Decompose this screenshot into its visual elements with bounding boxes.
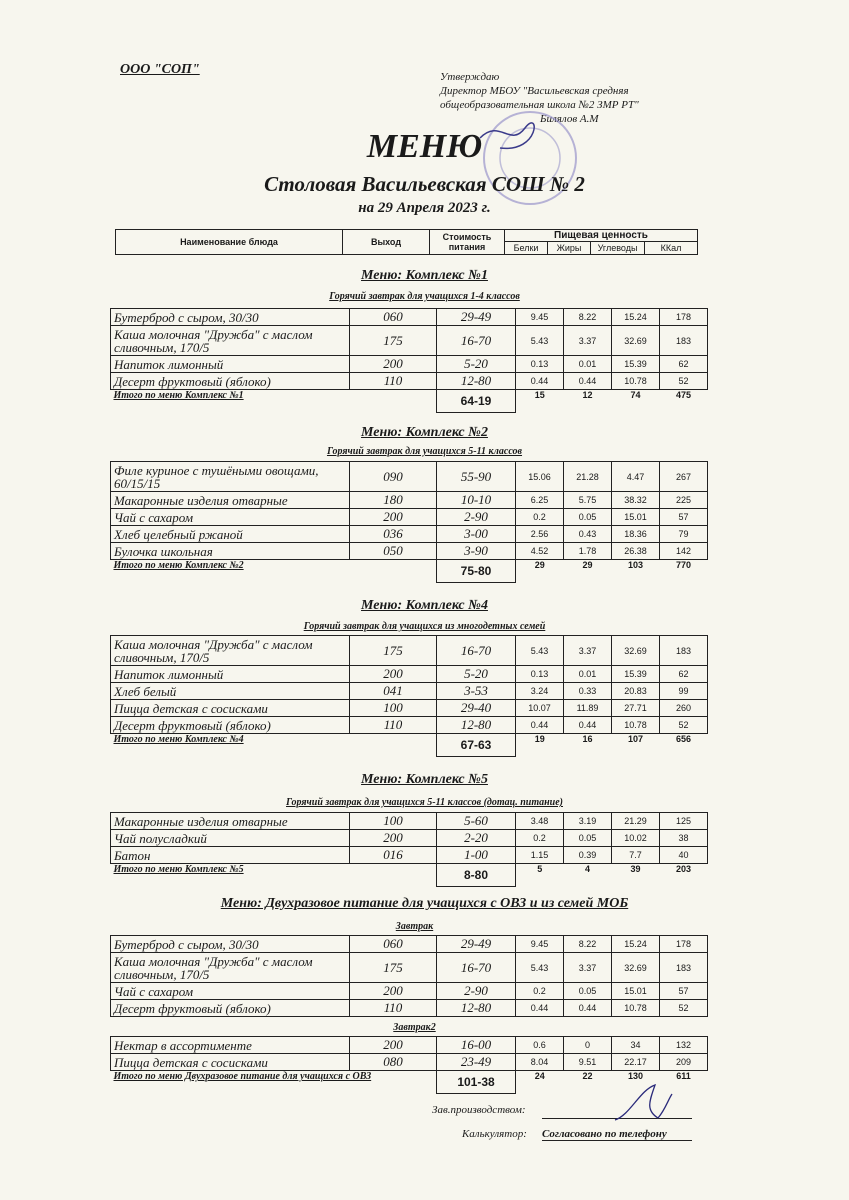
dish-kcal: 142 xyxy=(660,543,708,560)
dish-price: 29-49 xyxy=(437,936,516,953)
total-price: 67-63 xyxy=(437,734,516,757)
dish-kcal: 183 xyxy=(660,636,708,666)
dish-protein: 6.25 xyxy=(516,492,564,509)
dish-protein: 5.43 xyxy=(516,953,564,983)
dish-price: 2-90 xyxy=(437,983,516,1000)
dish-fat: 5.75 xyxy=(564,492,612,509)
dish-yield: 200 xyxy=(350,356,437,373)
total-label: Итого по меню Комплекс №5 xyxy=(113,864,244,875)
table-row xyxy=(111,953,708,983)
section-subtitle: Горячий завтрак для учащихся 5-11 классов xyxy=(326,446,523,457)
dish-yield: 100 xyxy=(350,813,437,830)
header-yield: Выход xyxy=(343,230,430,255)
dish-kcal: 57 xyxy=(660,983,708,1000)
dish-protein: 0.44 xyxy=(516,373,564,390)
dish-carbs: 15.01 xyxy=(612,509,660,526)
table-row xyxy=(111,373,708,390)
total-kcal: 203 xyxy=(675,864,692,874)
table-row xyxy=(111,830,708,847)
total-label: Итого по меню Комплекс №2 xyxy=(113,560,244,571)
dish-yield: 200 xyxy=(350,1037,437,1054)
dish-carbs: 32.69 xyxy=(612,953,660,983)
dish-yield: 060 xyxy=(350,309,437,326)
dish-kcal: 99 xyxy=(660,683,708,700)
section-title: Меню: Комплекс №5 xyxy=(361,772,488,787)
dish-name: Десерт фруктовый (яблоко) xyxy=(111,717,350,734)
dish-fat: 0.44 xyxy=(564,1000,612,1017)
dish-fat: 0.05 xyxy=(564,830,612,847)
dish-name: Макаронные изделия отварные xyxy=(111,813,350,830)
dish-fat: 0.05 xyxy=(564,509,612,526)
dish-price: 5-20 xyxy=(437,356,516,373)
table-row xyxy=(111,309,708,326)
canteen-name: Столовая Васильевская СОШ № 2 xyxy=(264,172,585,196)
dish-protein: 0.44 xyxy=(516,717,564,734)
table-row xyxy=(111,1000,708,1017)
table-row xyxy=(111,526,708,543)
dish-fat: 0.01 xyxy=(564,356,612,373)
table-row xyxy=(111,936,708,953)
dish-name: Десерт фруктовый (яблоко) xyxy=(111,1000,350,1017)
table-row xyxy=(111,492,708,509)
dish-yield: 200 xyxy=(350,983,437,1000)
dish-name: Нектар в ассортименте xyxy=(111,1037,350,1054)
dish-yield: 200 xyxy=(350,666,437,683)
total-price: 101-38 xyxy=(437,1071,516,1094)
menu-table-3 xyxy=(110,635,708,757)
total-protein: 19 xyxy=(534,734,545,744)
dish-carbs: 27.71 xyxy=(612,700,660,717)
dish-price: 29-40 xyxy=(437,700,516,717)
dish-protein: 0.13 xyxy=(516,666,564,683)
section-subtitle: Завтрак2 xyxy=(393,1022,436,1033)
dish-protein: 1.15 xyxy=(516,847,564,864)
dish-protein: 0.2 xyxy=(516,983,564,1000)
total-carbs: 130 xyxy=(627,1071,644,1081)
table-row xyxy=(111,462,708,492)
dish-yield: 100 xyxy=(350,700,437,717)
dish-fat: 0.05 xyxy=(564,983,612,1000)
table-row xyxy=(111,683,708,700)
total-fat: 4 xyxy=(584,864,590,874)
dish-carbs: 10.78 xyxy=(612,717,660,734)
dish-yield: 036 xyxy=(350,526,437,543)
dish-carbs: 10.02 xyxy=(612,830,660,847)
dish-kcal: 52 xyxy=(660,717,708,734)
dish-price: 16-00 xyxy=(437,1037,516,1054)
organization-name: ООО "СОП" xyxy=(120,62,200,77)
table-row xyxy=(111,326,708,356)
dish-carbs: 32.69 xyxy=(612,636,660,666)
dish-carbs: 10.78 xyxy=(612,1000,660,1017)
dish-name: Напиток лимонный xyxy=(111,356,350,373)
table-row xyxy=(111,1054,708,1071)
dish-protein: 8.04 xyxy=(516,1054,564,1071)
manager-label: Зав.производством: xyxy=(432,1104,526,1116)
section-subtitle: Горячий завтрак для учащихся 1-4 классов xyxy=(329,291,520,302)
dish-fat: 0.43 xyxy=(564,526,612,543)
dish-kcal: 267 xyxy=(660,462,708,492)
dish-price: 16-70 xyxy=(437,326,516,356)
dish-name: Чай полусладкий xyxy=(111,830,350,847)
dish-price: 3-00 xyxy=(437,526,516,543)
dish-fat: 11.89 xyxy=(564,700,612,717)
menu-table-4 xyxy=(110,812,708,887)
column-header xyxy=(115,229,698,255)
total-protein: 5 xyxy=(537,864,543,874)
dish-fat: 0.39 xyxy=(564,847,612,864)
dish-fat: 0 xyxy=(564,1037,612,1054)
dish-yield: 016 xyxy=(350,847,437,864)
dish-yield: 110 xyxy=(350,373,437,390)
approval-line-1: Утверждаю xyxy=(440,71,500,83)
dish-protein: 0.2 xyxy=(516,830,564,847)
table-row xyxy=(111,666,708,683)
section-title: Меню: Комплекс №1 xyxy=(361,268,488,283)
manager-signature xyxy=(610,1080,680,1130)
dish-yield: 180 xyxy=(350,492,437,509)
dish-price: 23-49 xyxy=(437,1054,516,1071)
header-protein: Белки xyxy=(505,242,548,255)
section-title: Меню: Комплекс №4 xyxy=(361,598,488,613)
dish-kcal: 183 xyxy=(660,953,708,983)
dish-carbs: 15.39 xyxy=(612,356,660,373)
dish-yield: 050 xyxy=(350,543,437,560)
dish-carbs: 7.7 xyxy=(612,847,660,864)
dish-protein: 3.24 xyxy=(516,683,564,700)
dish-yield: 175 xyxy=(350,636,437,666)
dish-price: 2-90 xyxy=(437,509,516,526)
dish-protein: 15.06 xyxy=(516,462,564,492)
dish-fat: 0.44 xyxy=(564,717,612,734)
dish-fat: 0.33 xyxy=(564,683,612,700)
dish-price: 2-20 xyxy=(437,830,516,847)
total-carbs: 39 xyxy=(630,864,641,874)
dish-fat: 0.01 xyxy=(564,666,612,683)
header-fat: Жиры xyxy=(548,242,591,255)
dish-fat: 3.37 xyxy=(564,636,612,666)
total-fat: 16 xyxy=(582,734,593,744)
dish-fat: 3.37 xyxy=(564,326,612,356)
dish-price: 5-20 xyxy=(437,666,516,683)
dish-name: Бутерброд с сыром, 30/30 xyxy=(111,309,350,326)
dish-carbs: 32.69 xyxy=(612,326,660,356)
dish-yield: 041 xyxy=(350,683,437,700)
calculator-value: Согласовано по телефону xyxy=(542,1128,692,1141)
dish-kcal: 40 xyxy=(660,847,708,864)
dish-carbs: 4.47 xyxy=(612,462,660,492)
dish-protein: 10.07 xyxy=(516,700,564,717)
dish-carbs: 15.24 xyxy=(612,936,660,953)
total-kcal: 770 xyxy=(675,560,692,570)
dish-kcal: 52 xyxy=(660,1000,708,1017)
dish-carbs: 15.39 xyxy=(612,666,660,683)
dish-protein: 2.56 xyxy=(516,526,564,543)
dish-carbs: 38.32 xyxy=(612,492,660,509)
table-row xyxy=(111,1037,708,1054)
dish-price: 55-90 xyxy=(437,462,516,492)
dish-carbs: 15.01 xyxy=(612,983,660,1000)
dish-carbs: 21.29 xyxy=(612,813,660,830)
dish-name: Каша молочная "Дружба" с маслом сливочным, 170/5 xyxy=(111,326,350,356)
dish-fat: 9.51 xyxy=(564,1054,612,1071)
dish-kcal: 38 xyxy=(660,830,708,847)
dish-fat: 3.19 xyxy=(564,813,612,830)
dish-name: Макаронные изделия отварные xyxy=(111,492,350,509)
dish-name: Пицца детская с сосисками xyxy=(111,700,350,717)
dish-fat: 8.22 xyxy=(564,309,612,326)
table-row xyxy=(111,983,708,1000)
total-price: 8-80 xyxy=(437,864,516,887)
total-carbs: 74 xyxy=(630,390,641,400)
dish-protein: 9.45 xyxy=(516,936,564,953)
dish-protein: 0.2 xyxy=(516,509,564,526)
menu-table-1 xyxy=(110,308,708,413)
total-fat: 29 xyxy=(582,560,593,570)
dish-kcal: 260 xyxy=(660,700,708,717)
dish-price: 3-90 xyxy=(437,543,516,560)
section-subtitle: Горячий завтрак для учащихся 5-11 классов (дотац. питание) xyxy=(286,797,563,808)
dish-price: 16-70 xyxy=(437,636,516,666)
dish-yield: 110 xyxy=(350,717,437,734)
dish-protein: 5.43 xyxy=(516,326,564,356)
total-protein: 15 xyxy=(534,390,545,400)
section-title: Меню: Двухразовое питание для учащихся с ОВЗ и из семей МОБ xyxy=(220,896,629,911)
dish-protein: 5.43 xyxy=(516,636,564,666)
dish-price: 10-10 xyxy=(437,492,516,509)
section-title: Меню: Комплекс №2 xyxy=(361,425,488,440)
header-kcal: ККал xyxy=(645,242,698,255)
dish-yield: 110 xyxy=(350,1000,437,1017)
section-subtitle: Завтрак xyxy=(395,921,434,932)
dish-protein: 4.52 xyxy=(516,543,564,560)
table-row xyxy=(111,700,708,717)
dish-name: Бутерброд с сыром, 30/30 xyxy=(111,936,350,953)
dish-name: Напиток лимонный xyxy=(111,666,350,683)
calculator-label: Калькулятор: xyxy=(462,1128,527,1140)
dish-kcal: 52 xyxy=(660,373,708,390)
total-row xyxy=(111,864,708,887)
dish-carbs: 15.24 xyxy=(612,309,660,326)
total-fat: 12 xyxy=(582,390,593,400)
dish-protein: 3.48 xyxy=(516,813,564,830)
section-subtitle: Горячий завтрак для учащихся из многодетных семей xyxy=(303,621,546,632)
approval-signer: Билялов А.М xyxy=(540,113,599,125)
dish-name: Филе куриное с тушёными овощами, 60/15/15 xyxy=(111,462,350,492)
dish-name: Хлеб целебный ржаной xyxy=(111,526,350,543)
dish-price: 1-00 xyxy=(437,847,516,864)
dish-price: 12-80 xyxy=(437,717,516,734)
dish-yield: 175 xyxy=(350,326,437,356)
total-row xyxy=(111,734,708,757)
dish-price: 12-80 xyxy=(437,373,516,390)
dish-kcal: 62 xyxy=(660,356,708,373)
dish-name: Чай с сахаром xyxy=(111,983,350,1000)
dish-fat: 0.44 xyxy=(564,373,612,390)
table-row xyxy=(111,543,708,560)
dish-price: 3-53 xyxy=(437,683,516,700)
total-label: Итого по меню Комплекс №1 xyxy=(113,390,244,401)
dish-price: 16-70 xyxy=(437,953,516,983)
page-title: МЕНЮ xyxy=(366,128,483,165)
total-kcal: 475 xyxy=(675,390,692,400)
dish-fat: 1.78 xyxy=(564,543,612,560)
dish-price: 5-60 xyxy=(437,813,516,830)
dish-yield: 080 xyxy=(350,1054,437,1071)
dish-kcal: 183 xyxy=(660,326,708,356)
dish-name: Каша молочная "Дружба" с маслом сливочным, 170/5 xyxy=(111,953,350,983)
dish-carbs: 20.83 xyxy=(612,683,660,700)
dish-kcal: 62 xyxy=(660,666,708,683)
table-row xyxy=(111,509,708,526)
total-kcal: 656 xyxy=(675,734,692,744)
total-label: Итого по меню Комплекс №4 xyxy=(113,734,244,745)
dish-protein: 0.44 xyxy=(516,1000,564,1017)
table-row xyxy=(111,813,708,830)
dish-kcal: 125 xyxy=(660,813,708,830)
total-price: 64-19 xyxy=(437,390,516,413)
dish-yield: 090 xyxy=(350,462,437,492)
dish-carbs: 18.36 xyxy=(612,526,660,543)
dish-protein: 0.6 xyxy=(516,1037,564,1054)
dish-kcal: 178 xyxy=(660,309,708,326)
dish-name: Каша молочная "Дружба" с маслом сливочным, 170/5 xyxy=(111,636,350,666)
menu-table-ovz-1 xyxy=(110,935,708,1017)
dish-yield: 060 xyxy=(350,936,437,953)
header-name: Наименование блюда xyxy=(116,230,343,255)
dish-fat: 21.28 xyxy=(564,462,612,492)
dish-protein: 0.13 xyxy=(516,356,564,373)
dish-name: Чай с сахаром xyxy=(111,509,350,526)
total-label: Итого по меню Двухразовое питание для учащихся с ОВЗ xyxy=(113,1071,372,1082)
dish-carbs: 34 xyxy=(612,1037,660,1054)
dish-carbs: 22.17 xyxy=(612,1054,660,1071)
dish-name: Хлеб белый xyxy=(111,683,350,700)
dish-name: Пицца детская с сосисками xyxy=(111,1054,350,1071)
header-carbs: Углеводы xyxy=(591,242,645,255)
total-carbs: 107 xyxy=(627,734,644,744)
dish-price: 12-80 xyxy=(437,1000,516,1017)
table-row xyxy=(111,847,708,864)
dish-carbs: 26.38 xyxy=(612,543,660,560)
table-row xyxy=(111,636,708,666)
total-price: 75-80 xyxy=(437,560,516,583)
table-row xyxy=(111,717,708,734)
total-row xyxy=(111,390,708,413)
header-price: Стоимость питания xyxy=(430,230,505,255)
total-fat: 22 xyxy=(582,1071,593,1081)
menu-date: на 29 Апреля 2023 г. xyxy=(358,200,491,216)
header-nutrition: Пищевая ценность xyxy=(505,230,698,242)
dish-kcal: 225 xyxy=(660,492,708,509)
dish-fat: 8.22 xyxy=(564,936,612,953)
total-protein: 29 xyxy=(534,560,545,570)
dish-kcal: 209 xyxy=(660,1054,708,1071)
total-protein: 24 xyxy=(534,1071,545,1081)
total-carbs: 103 xyxy=(627,560,644,570)
approval-line-2: Директор МБОУ "Васильевская средняя xyxy=(440,85,629,97)
total-row xyxy=(111,560,708,583)
dish-protein: 9.45 xyxy=(516,309,564,326)
total-kcal: 611 xyxy=(676,1071,691,1081)
dish-yield: 175 xyxy=(350,953,437,983)
dish-name: Булочка школьная xyxy=(111,543,350,560)
dish-kcal: 57 xyxy=(660,509,708,526)
table-row xyxy=(111,356,708,373)
dish-name: Батон xyxy=(111,847,350,864)
dish-fat: 3.37 xyxy=(564,953,612,983)
dish-yield: 200 xyxy=(350,830,437,847)
menu-table-2 xyxy=(110,461,708,583)
approval-line-3: общеобразовательная школа №2 ЗМР РТ" xyxy=(440,99,639,111)
dish-name: Десерт фруктовый (яблоко) xyxy=(111,373,350,390)
dish-price: 29-49 xyxy=(437,309,516,326)
dish-carbs: 10.78 xyxy=(612,373,660,390)
dish-kcal: 132 xyxy=(660,1037,708,1054)
dish-kcal: 79 xyxy=(660,526,708,543)
dish-yield: 200 xyxy=(350,509,437,526)
dish-kcal: 178 xyxy=(660,936,708,953)
